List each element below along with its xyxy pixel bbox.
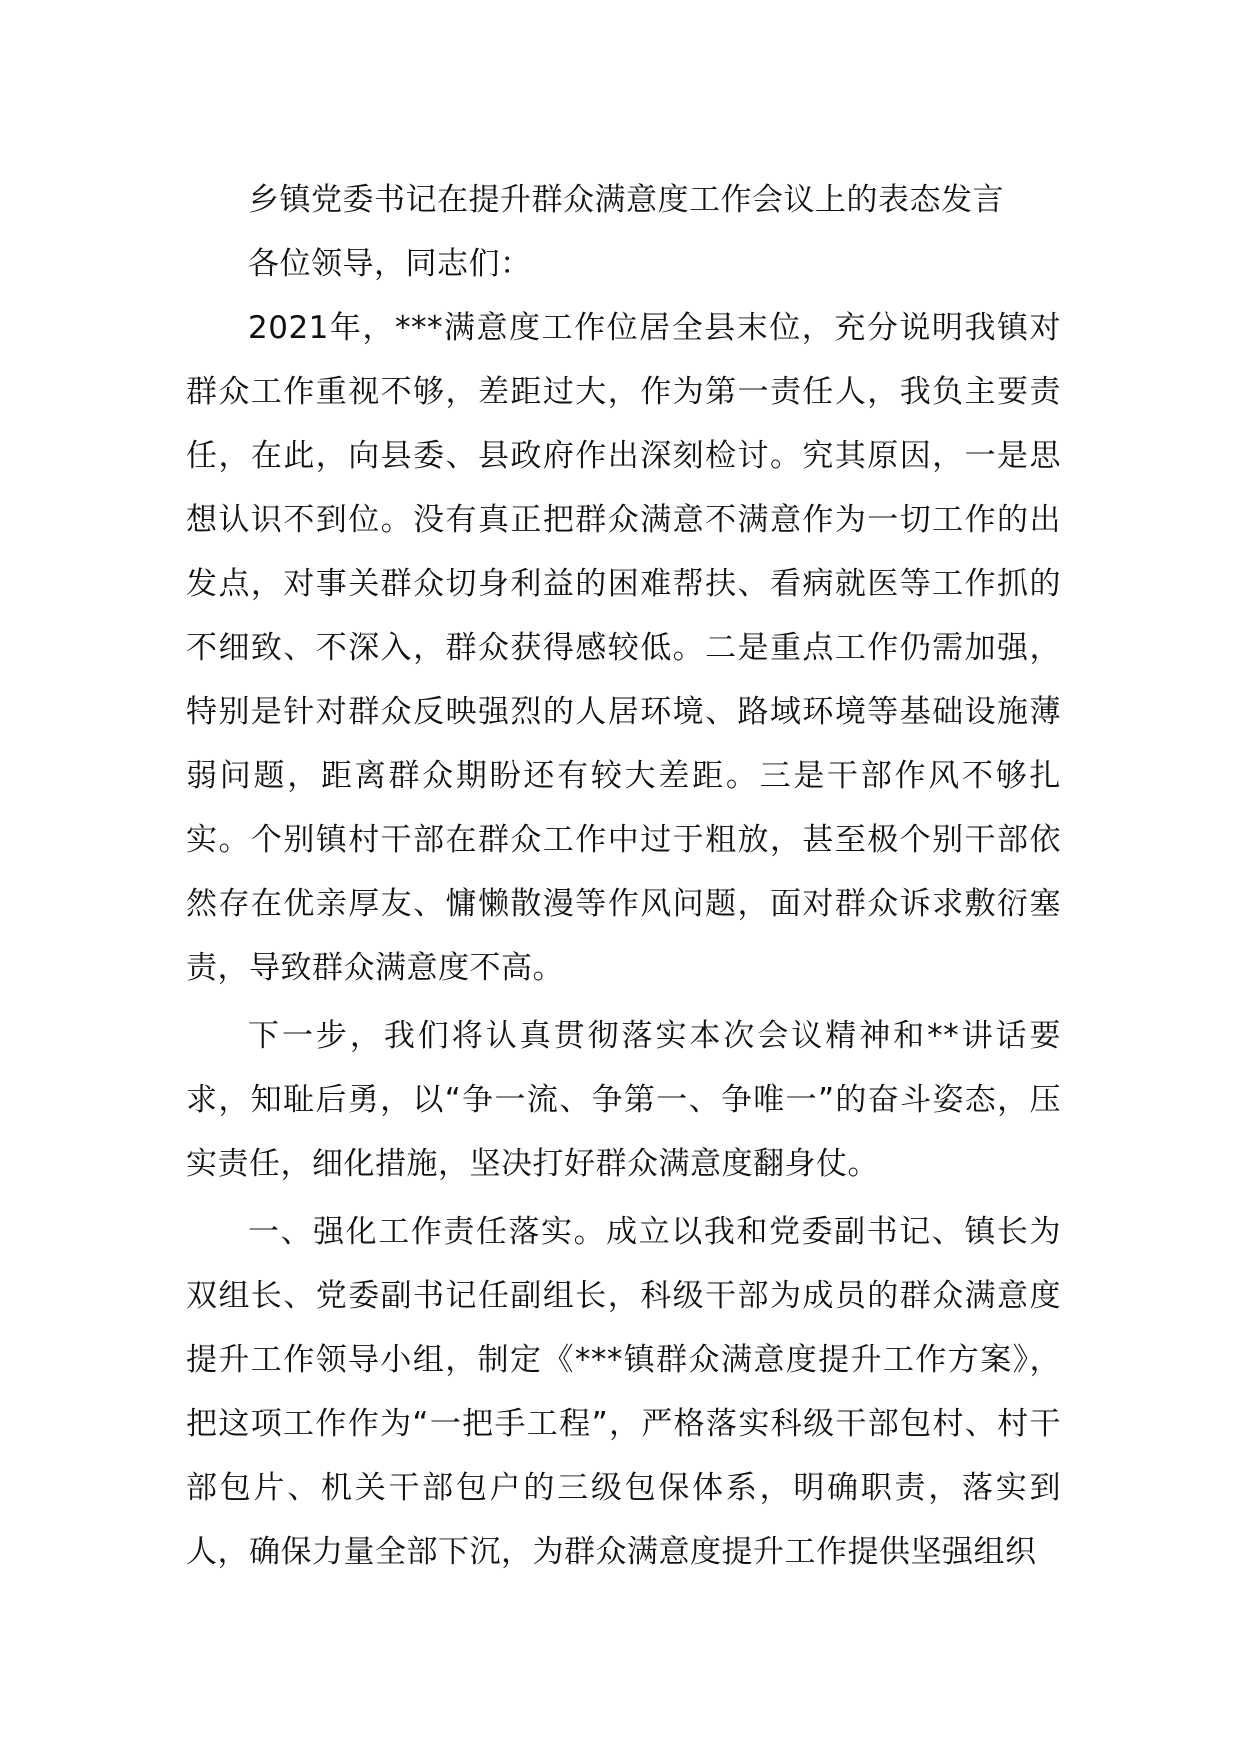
document-title: 乡镇党委书记在提升群众满意度工作会议上的表态发言	[248, 182, 1004, 218]
salutation: 各位领导，同志们：	[248, 246, 532, 282]
paragraph-2: 下一步，我们将认真贯彻落实本次会议精神和**讲话要求，知耻后勇，以“争一流、争第一、争唯一”的奋斗姿态，压实责任，细化措施，坚决打好群众满意度翻身仗。	[186, 1018, 1061, 1182]
paragraph-3: 一、强化工作责任落实。成立以我和党委副书记、镇长为双组长、党委副书记任副组长，科级干部为成员的群众满意度提升工作领导小组，制定《***镇群众满意度提升工作方案》，把这项工作作为“一把手工程”，严格落实科级干部包村、村干部包片、机关干部包户的三级包保体系，明确职责，落实到人，确保力量全部下沉，为群众满意度提升工作提供坚强组织	[186, 1214, 1061, 1570]
document-body	[186, 168, 1061, 1584]
paragraph-1: 2021年，***满意度工作位居全县末位，充分说明我镇对群众工作重视不够，差距过大，作为第一责任人，我负主要责任，在此，向县委、县政府作出深刻检讨。究其原因，一是思想认识不到位。没有真正把群众满意不满意作为一切工作的出发点，对事关群众切身利益的困难帮扶、看病就医等工作抓的不细致、不深入，群众获得感较低。二是重点工作仍需加强，特别是针对群众反映强烈的人居环境、路域环境等基础设施薄弱问题，距离群众期盼还有较大差距。三是干部作风不够扎实。个别镇村干部在群众工作中过于粗放，甚至极个别干部依然存在优亲厚友、慵懒散漫等作风问题，面对群众诉求敷衍塞责，导致群众满意度不高。	[186, 310, 1061, 986]
